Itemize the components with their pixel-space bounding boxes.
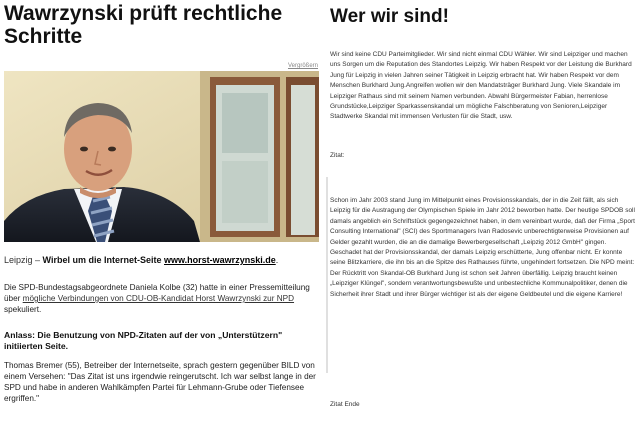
enlarge-image-link[interactable]: Vergrößern (287, 63, 318, 69)
who-we-are-column (322, 0, 640, 426)
quote-end-label: Zitat Ende (330, 401, 360, 408)
sidebar-title: Wer wir sind! (330, 6, 449, 27)
lead-bold-text: Wirbel um die Internet-Seite (42, 255, 162, 265)
article-headline: Wawrzynski prüft rechtliche Schritte (4, 2, 283, 48)
website-link[interactable]: www.horst-wawrzynski.de (164, 255, 276, 265)
article-subheading: Anlass: Die Benutzung von NPD-Zitaten auf der von „Unterstützern" initiierten Seite. (4, 330, 283, 351)
sidebar-intro: Wir sind keine CDU Parteimitglieder. Wir sind nicht einmal CDU Wähler. Wir sind Leipziger und machen uns Sorgen um die Reputation des Standortes Leipzig. Wir haben Respekt vor der Leistung die Burkhard Jung für Leipzig in vielen Jahren seiner Tätigkeit in Leipzig erbracht hat. Wir haben Respekt vor dem Menschen Burkhard Jung.Angreifen wollen wir den Mandatsträger Burkhard Jung. Viele Skandale im Leipziger Rathaus sind mit seinem Namen verbunden. Abwahl Bürgermeister Fabian, herrenlose Grundstücke,Leipziger Sparkassenskandal um mögliche Falschberatung von Senioren,Leipziger Stadtwerke Skandal mit immensen Verlusten für die Stadt, usw. (330, 51, 632, 121)
article-paragraph-2 (4, 282, 322, 315)
portrait-illustration (4, 71, 319, 242)
npd-connection-link[interactable]: mögliche Verbindungen von CDU-OB-Kandidat Horst Wawrzynski zur NPD (22, 294, 295, 303)
paragraph-2-text: Die SPD-Bundestagsabgeordnete Daniela Kolbe (32) hatte in einer Pressemitteilung über (4, 283, 310, 303)
article-paragraph-3: Thomas Bremer (55), Betreiber der Internetseite, sprach gestern gegenüber BILD von einem Versehen: "Das Zitat ist uns irgendwie reingerutscht. Ich war selbst lange in der SPD und habe in anderen Wahlkämpfen Partei für Lehmann-Grube oder Tiefensee ergriffen." (4, 361, 316, 403)
quote-label: Zitat: (330, 152, 345, 159)
article-photo (4, 71, 319, 242)
quote-text: Schon im Jahr 2003 stand Jung im Mittelpunkt eines Provisionsskandals, der in die Zeit fällt, als sich Leipzig für die Austragung der Olympischen Spiele im Jahr 2012 beworben hatte. Der heutige SPDOB soll damals angeblich ein Schriftstück gegengezeichnet haben, in dem vereinbart wurde, daß der Firma „Sport Consulting International" (SCI) des Sportmanagers Ivan Radosevic unberechtigterweise Provisionen auf Gelder gezahlt wurden, die an die damalige Bewerbergesellschaft „Leipzig 2012 GmbH" gingen. Geschadet hat der Provisionsskandal, der damals Leipzig erschütterte, Jung offenbar nicht. Er konnte seine Blitzkarriere, die ihn bis an die Spitze des Rathauses führte, ungehindert fortsetzen. Die NPD meint: Der Rücktritt von Skandal-OB Burkhard Jung ist schon seit Jahren überfällig. Leipzig braucht keinen „Leipziger Klüngel", sondern verantwortungsbewußte und unbestechliche Kommunalpolitiker, denen die Sicherheit ihrer Stadt und ihrer Bürger wichtiger ist als der eigene Geldbeutel und die eigene Karriere! (330, 197, 635, 298)
paragraph-2-end: spekuliert. (4, 305, 42, 314)
lead-place: Leipzig – (4, 255, 41, 265)
article-lead (4, 255, 322, 266)
lead-period: . (275, 255, 279, 265)
